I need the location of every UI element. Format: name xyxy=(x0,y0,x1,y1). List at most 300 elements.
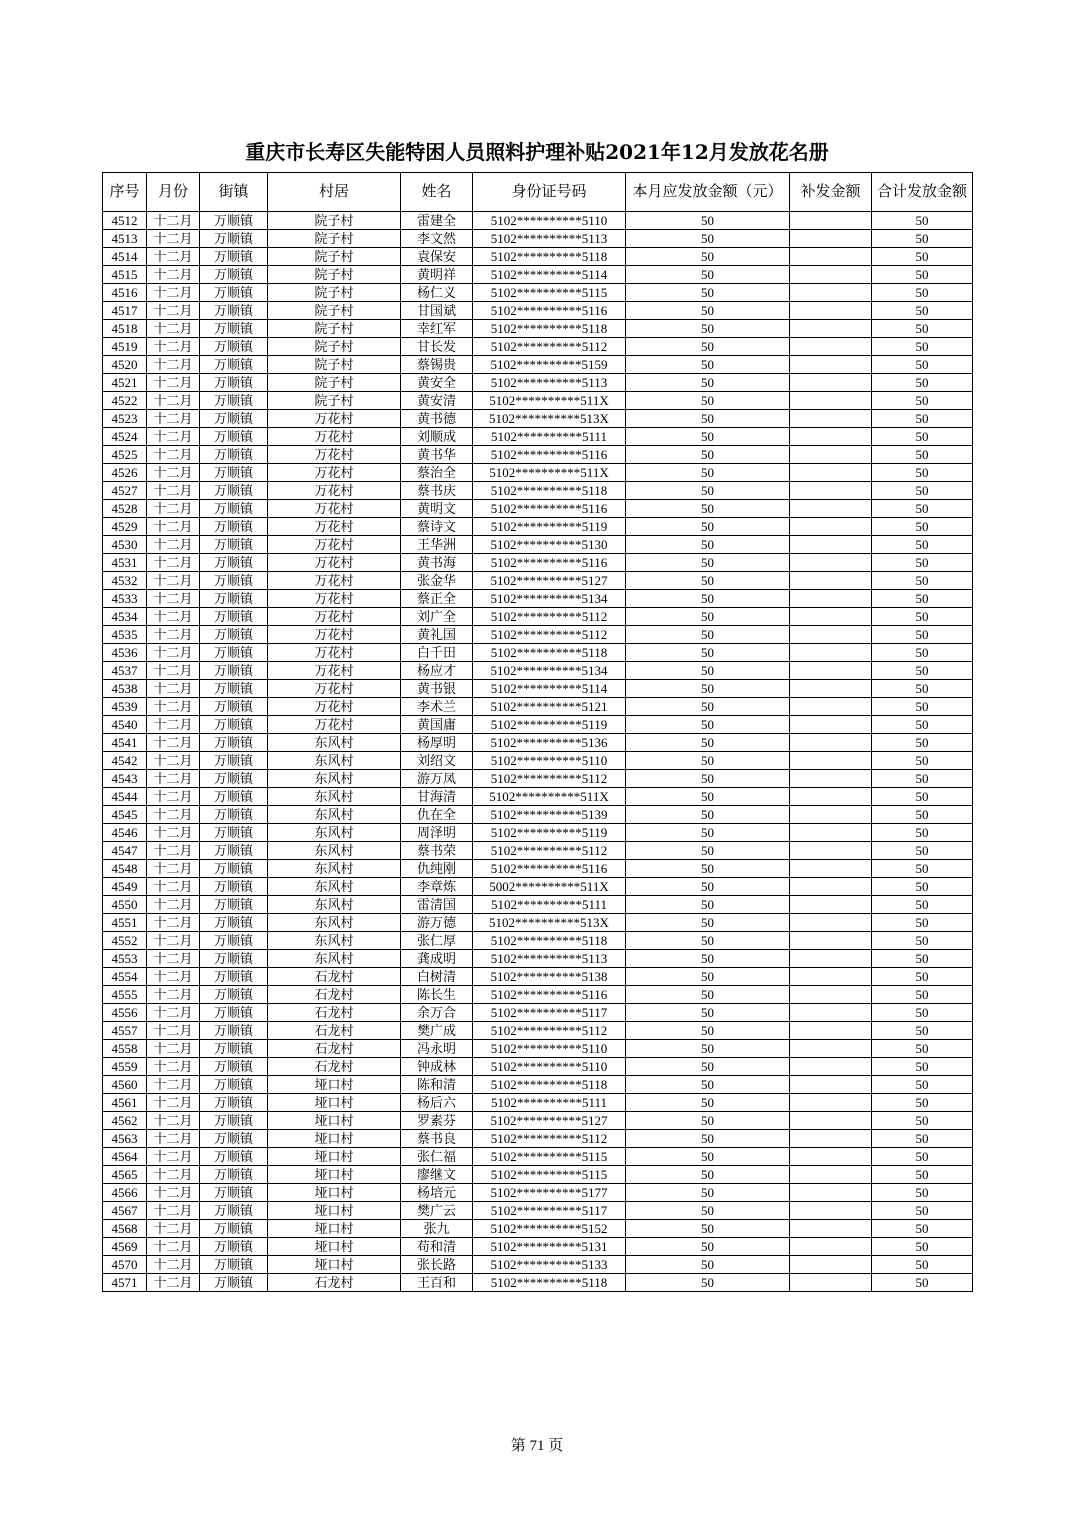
cell-supplement-amount xyxy=(790,698,872,716)
cell-id-number: 5102**********5117 xyxy=(473,1004,626,1022)
cell-name: 余万合 xyxy=(401,1004,473,1022)
cell-supplement-amount xyxy=(790,806,872,824)
cell-id-number: 5102**********5116 xyxy=(473,446,626,464)
cell-amount-due: 50 xyxy=(626,1274,790,1292)
cell-seq: 4516 xyxy=(103,284,147,302)
cell-seq: 4553 xyxy=(103,950,147,968)
cell-amount-due: 50 xyxy=(626,1238,790,1256)
cell-id-number: 5102**********5110 xyxy=(473,752,626,770)
cell-seq: 4540 xyxy=(103,716,147,734)
cell-total-amount: 50 xyxy=(872,644,973,662)
cell-name: 杨厚明 xyxy=(401,734,473,752)
cell-village: 石龙村 xyxy=(268,1004,401,1022)
cell-village: 石龙村 xyxy=(268,968,401,986)
cell-supplement-amount xyxy=(790,1148,872,1166)
cell-town: 万顺镇 xyxy=(200,716,268,734)
cell-seq: 4514 xyxy=(103,248,147,266)
cell-village: 垭口村 xyxy=(268,1076,401,1094)
cell-supplement-amount xyxy=(790,626,872,644)
cell-village: 东风村 xyxy=(268,770,401,788)
cell-total-amount: 50 xyxy=(872,914,973,932)
cell-name: 杨后六 xyxy=(401,1094,473,1112)
cell-amount-due: 50 xyxy=(626,626,790,644)
cell-total-amount: 50 xyxy=(872,356,973,374)
cell-town: 万顺镇 xyxy=(200,320,268,338)
cell-amount-due: 50 xyxy=(626,482,790,500)
cell-supplement-amount xyxy=(790,1112,872,1130)
cell-month: 十二月 xyxy=(147,608,200,626)
cell-village: 东风村 xyxy=(268,896,401,914)
table-row xyxy=(103,770,973,788)
cell-town: 万顺镇 xyxy=(200,266,268,284)
table-row xyxy=(103,680,973,698)
cell-supplement-amount xyxy=(790,428,872,446)
cell-id-number: 5102**********5121 xyxy=(473,698,626,716)
cell-month: 十二月 xyxy=(147,1256,200,1274)
cell-supplement-amount xyxy=(790,1004,872,1022)
table-body xyxy=(103,212,973,1292)
cell-name: 刘顺成 xyxy=(401,428,473,446)
cell-id-number: 5102**********5159 xyxy=(473,356,626,374)
cell-seq: 4559 xyxy=(103,1058,147,1076)
cell-total-amount: 50 xyxy=(872,392,973,410)
cell-village: 垭口村 xyxy=(268,1148,401,1166)
cell-month: 十二月 xyxy=(147,374,200,392)
cell-supplement-amount xyxy=(790,950,872,968)
cell-name: 游万德 xyxy=(401,914,473,932)
table-row xyxy=(103,1076,973,1094)
cell-amount-due: 50 xyxy=(626,860,790,878)
cell-town: 万顺镇 xyxy=(200,734,268,752)
cell-village: 石龙村 xyxy=(268,986,401,1004)
cell-month: 十二月 xyxy=(147,446,200,464)
cell-amount-due: 50 xyxy=(626,302,790,320)
cell-village: 万花村 xyxy=(268,464,401,482)
cell-month: 十二月 xyxy=(147,590,200,608)
cell-town: 万顺镇 xyxy=(200,1094,268,1112)
cell-town: 万顺镇 xyxy=(200,986,268,1004)
cell-supplement-amount xyxy=(790,1076,872,1094)
cell-name: 张九 xyxy=(401,1220,473,1238)
cell-month: 十二月 xyxy=(147,554,200,572)
header-month: 月份 xyxy=(147,173,200,212)
cell-town: 万顺镇 xyxy=(200,842,268,860)
cell-month: 十二月 xyxy=(147,1166,200,1184)
cell-village: 万花村 xyxy=(268,410,401,428)
cell-month: 十二月 xyxy=(147,428,200,446)
cell-total-amount: 50 xyxy=(872,716,973,734)
cell-seq: 4560 xyxy=(103,1076,147,1094)
cell-town: 万顺镇 xyxy=(200,1238,268,1256)
cell-amount-due: 50 xyxy=(626,356,790,374)
cell-town: 万顺镇 xyxy=(200,338,268,356)
cell-supplement-amount xyxy=(790,518,872,536)
cell-town: 万顺镇 xyxy=(200,1166,268,1184)
cell-month: 十二月 xyxy=(147,464,200,482)
cell-amount-due: 50 xyxy=(626,950,790,968)
cell-name: 陈和清 xyxy=(401,1076,473,1094)
cell-supplement-amount xyxy=(790,482,872,500)
cell-id-number: 5102**********5152 xyxy=(473,1220,626,1238)
cell-total-amount: 50 xyxy=(872,320,973,338)
table-row xyxy=(103,1202,973,1220)
cell-month: 十二月 xyxy=(147,878,200,896)
cell-supplement-amount xyxy=(790,824,872,842)
cell-town: 万顺镇 xyxy=(200,788,268,806)
cell-seq: 4548 xyxy=(103,860,147,878)
cell-month: 十二月 xyxy=(147,950,200,968)
cell-amount-due: 50 xyxy=(626,1058,790,1076)
cell-village: 万花村 xyxy=(268,680,401,698)
table-row xyxy=(103,266,973,284)
cell-amount-due: 50 xyxy=(626,338,790,356)
cell-village: 石龙村 xyxy=(268,1040,401,1058)
table-row xyxy=(103,446,973,464)
cell-supplement-amount xyxy=(790,572,872,590)
cell-town: 万顺镇 xyxy=(200,554,268,572)
cell-seq: 4563 xyxy=(103,1130,147,1148)
cell-total-amount: 50 xyxy=(872,860,973,878)
cell-town: 万顺镇 xyxy=(200,626,268,644)
cell-seq: 4518 xyxy=(103,320,147,338)
cell-id-number: 5102**********5112 xyxy=(473,338,626,356)
cell-id-number: 5102**********513X xyxy=(473,410,626,428)
cell-seq: 4555 xyxy=(103,986,147,1004)
cell-seq: 4531 xyxy=(103,554,147,572)
cell-id-number: 5102**********5118 xyxy=(473,1076,626,1094)
cell-id-number: 5102**********5116 xyxy=(473,302,626,320)
cell-month: 十二月 xyxy=(147,1148,200,1166)
cell-village: 东风村 xyxy=(268,752,401,770)
table-row xyxy=(103,464,973,482)
cell-total-amount: 50 xyxy=(872,1220,973,1238)
cell-month: 十二月 xyxy=(147,356,200,374)
table-row xyxy=(103,374,973,392)
cell-supplement-amount xyxy=(790,878,872,896)
cell-supplement-amount xyxy=(790,968,872,986)
cell-name: 黄明祥 xyxy=(401,266,473,284)
cell-total-amount: 50 xyxy=(872,788,973,806)
cell-supplement-amount xyxy=(790,1220,872,1238)
cell-supplement-amount xyxy=(790,914,872,932)
cell-village: 万花村 xyxy=(268,572,401,590)
cell-name: 张长路 xyxy=(401,1256,473,1274)
cell-town: 万顺镇 xyxy=(200,590,268,608)
cell-village: 万花村 xyxy=(268,536,401,554)
cell-amount-due: 50 xyxy=(626,788,790,806)
cell-name: 王华洲 xyxy=(401,536,473,554)
cell-amount-due: 50 xyxy=(626,770,790,788)
cell-name: 仇在全 xyxy=(401,806,473,824)
header-village: 村居 xyxy=(268,173,401,212)
cell-village: 院子村 xyxy=(268,248,401,266)
cell-total-amount: 50 xyxy=(872,554,973,572)
cell-seq: 4519 xyxy=(103,338,147,356)
table-row xyxy=(103,302,973,320)
table-row xyxy=(103,212,973,230)
table-row xyxy=(103,752,973,770)
cell-month: 十二月 xyxy=(147,1022,200,1040)
table-row xyxy=(103,518,973,536)
cell-seq: 4556 xyxy=(103,1004,147,1022)
cell-id-number: 5102**********5111 xyxy=(473,1094,626,1112)
cell-name: 甘海清 xyxy=(401,788,473,806)
cell-supplement-amount xyxy=(790,1166,872,1184)
cell-total-amount: 50 xyxy=(872,284,973,302)
cell-amount-due: 50 xyxy=(626,500,790,518)
table-row xyxy=(103,1238,973,1256)
cell-seq: 4517 xyxy=(103,302,147,320)
cell-id-number: 5102**********5115 xyxy=(473,1166,626,1184)
cell-village: 石龙村 xyxy=(268,1274,401,1292)
cell-name: 蔡正全 xyxy=(401,590,473,608)
cell-amount-due: 50 xyxy=(626,248,790,266)
cell-month: 十二月 xyxy=(147,824,200,842)
cell-name: 蔡诗文 xyxy=(401,518,473,536)
cell-id-number: 5102**********5110 xyxy=(473,212,626,230)
cell-amount-due: 50 xyxy=(626,968,790,986)
cell-seq: 4512 xyxy=(103,212,147,230)
cell-village: 万花村 xyxy=(268,626,401,644)
cell-total-amount: 50 xyxy=(872,464,973,482)
cell-seq: 4530 xyxy=(103,536,147,554)
cell-name: 冯永明 xyxy=(401,1040,473,1058)
cell-amount-due: 50 xyxy=(626,446,790,464)
cell-town: 万顺镇 xyxy=(200,248,268,266)
cell-village: 院子村 xyxy=(268,374,401,392)
cell-amount-due: 50 xyxy=(626,1202,790,1220)
cell-id-number: 5102**********5113 xyxy=(473,950,626,968)
cell-month: 十二月 xyxy=(147,1094,200,1112)
table-row xyxy=(103,1256,973,1274)
cell-amount-due: 50 xyxy=(626,266,790,284)
cell-town: 万顺镇 xyxy=(200,1058,268,1076)
cell-month: 十二月 xyxy=(147,1076,200,1094)
cell-id-number: 5102**********5127 xyxy=(473,572,626,590)
cell-town: 万顺镇 xyxy=(200,302,268,320)
table-row xyxy=(103,950,973,968)
cell-village: 垭口村 xyxy=(268,1112,401,1130)
table-row xyxy=(103,320,973,338)
cell-id-number: 5102**********5112 xyxy=(473,1022,626,1040)
cell-village: 石龙村 xyxy=(268,1022,401,1040)
cell-total-amount: 50 xyxy=(872,608,973,626)
table-row xyxy=(103,914,973,932)
cell-total-amount: 50 xyxy=(872,770,973,788)
cell-village: 院子村 xyxy=(268,302,401,320)
table-row xyxy=(103,428,973,446)
cell-id-number: 5102**********5118 xyxy=(473,932,626,950)
cell-supplement-amount xyxy=(790,896,872,914)
cell-name: 刘绍文 xyxy=(401,752,473,770)
cell-village: 万花村 xyxy=(268,554,401,572)
table-row xyxy=(103,1004,973,1022)
cell-amount-due: 50 xyxy=(626,698,790,716)
cell-supplement-amount xyxy=(790,1256,872,1274)
cell-seq: 4537 xyxy=(103,662,147,680)
cell-village: 垭口村 xyxy=(268,1256,401,1274)
cell-id-number: 5102**********5112 xyxy=(473,770,626,788)
cell-amount-due: 50 xyxy=(626,1166,790,1184)
cell-total-amount: 50 xyxy=(872,428,973,446)
cell-seq: 4550 xyxy=(103,896,147,914)
cell-total-amount: 50 xyxy=(872,680,973,698)
cell-amount-due: 50 xyxy=(626,518,790,536)
cell-id-number: 5102**********5118 xyxy=(473,644,626,662)
cell-amount-due: 50 xyxy=(626,932,790,950)
cell-month: 十二月 xyxy=(147,806,200,824)
cell-town: 万顺镇 xyxy=(200,1274,268,1292)
header-id-number: 身份证号码 xyxy=(473,173,626,212)
cell-town: 万顺镇 xyxy=(200,374,268,392)
cell-supplement-amount xyxy=(790,608,872,626)
cell-town: 万顺镇 xyxy=(200,914,268,932)
cell-total-amount: 50 xyxy=(872,662,973,680)
table-row xyxy=(103,1184,973,1202)
cell-supplement-amount xyxy=(790,1184,872,1202)
page-title: 重庆市长寿区失能特困人员照料护理补贴2021年12月发放花名册 xyxy=(245,140,829,164)
cell-month: 十二月 xyxy=(147,230,200,248)
cell-id-number: 5102**********5136 xyxy=(473,734,626,752)
cell-total-amount: 50 xyxy=(872,338,973,356)
cell-id-number: 5102**********5113 xyxy=(473,230,626,248)
cell-amount-due: 50 xyxy=(626,284,790,302)
cell-amount-due: 50 xyxy=(626,914,790,932)
cell-id-number: 5102**********5116 xyxy=(473,860,626,878)
table-row xyxy=(103,878,973,896)
table-row xyxy=(103,392,973,410)
cell-town: 万顺镇 xyxy=(200,464,268,482)
cell-name: 黄书华 xyxy=(401,446,473,464)
cell-name: 甘国斌 xyxy=(401,302,473,320)
cell-total-amount: 50 xyxy=(872,374,973,392)
cell-month: 十二月 xyxy=(147,410,200,428)
cell-seq: 4513 xyxy=(103,230,147,248)
cell-amount-due: 50 xyxy=(626,986,790,1004)
cell-seq: 4525 xyxy=(103,446,147,464)
cell-id-number: 5102**********5138 xyxy=(473,968,626,986)
cell-month: 十二月 xyxy=(147,1058,200,1076)
cell-supplement-amount xyxy=(790,302,872,320)
cell-name: 罗素芬 xyxy=(401,1112,473,1130)
cell-village: 东风村 xyxy=(268,860,401,878)
cell-id-number: 5102**********511X xyxy=(473,464,626,482)
cell-id-number: 5102**********5131 xyxy=(473,1238,626,1256)
cell-supplement-amount xyxy=(790,1040,872,1058)
cell-supplement-amount xyxy=(790,212,872,230)
cell-total-amount: 50 xyxy=(872,230,973,248)
table-row xyxy=(103,716,973,734)
cell-seq: 4558 xyxy=(103,1040,147,1058)
table-row xyxy=(103,734,973,752)
cell-amount-due: 50 xyxy=(626,410,790,428)
cell-seq: 4546 xyxy=(103,824,147,842)
cell-month: 十二月 xyxy=(147,842,200,860)
cell-month: 十二月 xyxy=(147,1040,200,1058)
cell-month: 十二月 xyxy=(147,392,200,410)
cell-amount-due: 50 xyxy=(626,1022,790,1040)
cell-supplement-amount xyxy=(790,1130,872,1148)
cell-town: 万顺镇 xyxy=(200,770,268,788)
cell-month: 十二月 xyxy=(147,644,200,662)
table-row xyxy=(103,536,973,554)
cell-month: 十二月 xyxy=(147,896,200,914)
cell-supplement-amount xyxy=(790,788,872,806)
cell-month: 十二月 xyxy=(147,968,200,986)
cell-total-amount: 50 xyxy=(872,1076,973,1094)
cell-total-amount: 50 xyxy=(872,896,973,914)
cell-name: 蔡书良 xyxy=(401,1130,473,1148)
cell-supplement-amount xyxy=(790,230,872,248)
cell-name: 幸红军 xyxy=(401,320,473,338)
cell-seq: 4524 xyxy=(103,428,147,446)
cell-seq: 4547 xyxy=(103,842,147,860)
cell-month: 十二月 xyxy=(147,1220,200,1238)
cell-supplement-amount xyxy=(790,536,872,554)
cell-name: 蔡锡贵 xyxy=(401,356,473,374)
cell-total-amount: 50 xyxy=(872,1112,973,1130)
cell-seq: 4523 xyxy=(103,410,147,428)
cell-supplement-amount xyxy=(790,770,872,788)
cell-village: 垭口村 xyxy=(268,1094,401,1112)
cell-id-number: 5102**********5111 xyxy=(473,428,626,446)
table-row xyxy=(103,968,973,986)
cell-name: 陈长生 xyxy=(401,986,473,1004)
table-row xyxy=(103,1274,973,1292)
cell-id-number: 5102**********511X xyxy=(473,392,626,410)
cell-town: 万顺镇 xyxy=(200,500,268,518)
cell-amount-due: 50 xyxy=(626,374,790,392)
cell-total-amount: 50 xyxy=(872,266,973,284)
cell-village: 东风村 xyxy=(268,788,401,806)
cell-town: 万顺镇 xyxy=(200,212,268,230)
cell-name: 苟和清 xyxy=(401,1238,473,1256)
cell-village: 垭口村 xyxy=(268,1130,401,1148)
cell-name: 廖继文 xyxy=(401,1166,473,1184)
cell-name: 黄礼国 xyxy=(401,626,473,644)
cell-seq: 4541 xyxy=(103,734,147,752)
cell-supplement-amount xyxy=(790,500,872,518)
cell-total-amount: 50 xyxy=(872,878,973,896)
cell-name: 雷建全 xyxy=(401,212,473,230)
cell-id-number: 5102**********511X xyxy=(473,788,626,806)
cell-town: 万顺镇 xyxy=(200,230,268,248)
cell-seq: 4528 xyxy=(103,500,147,518)
cell-month: 十二月 xyxy=(147,1004,200,1022)
cell-seq: 4529 xyxy=(103,518,147,536)
cell-village: 东风村 xyxy=(268,806,401,824)
cell-town: 万顺镇 xyxy=(200,860,268,878)
cell-month: 十二月 xyxy=(147,266,200,284)
cell-name: 王百和 xyxy=(401,1274,473,1292)
cell-town: 万顺镇 xyxy=(200,410,268,428)
cell-month: 十二月 xyxy=(147,680,200,698)
cell-town: 万顺镇 xyxy=(200,806,268,824)
cell-town: 万顺镇 xyxy=(200,1220,268,1238)
cell-town: 万顺镇 xyxy=(200,1076,268,1094)
cell-village: 垭口村 xyxy=(268,1184,401,1202)
header-amount-due: 本月应发放金额（元） xyxy=(626,173,790,212)
cell-month: 十二月 xyxy=(147,1202,200,1220)
cell-month: 十二月 xyxy=(147,1130,200,1148)
cell-village: 垭口村 xyxy=(268,1166,401,1184)
cell-supplement-amount xyxy=(790,266,872,284)
cell-amount-due: 50 xyxy=(626,554,790,572)
cell-seq: 4549 xyxy=(103,878,147,896)
cell-seq: 4568 xyxy=(103,1220,147,1238)
cell-supplement-amount xyxy=(790,446,872,464)
table-row xyxy=(103,788,973,806)
